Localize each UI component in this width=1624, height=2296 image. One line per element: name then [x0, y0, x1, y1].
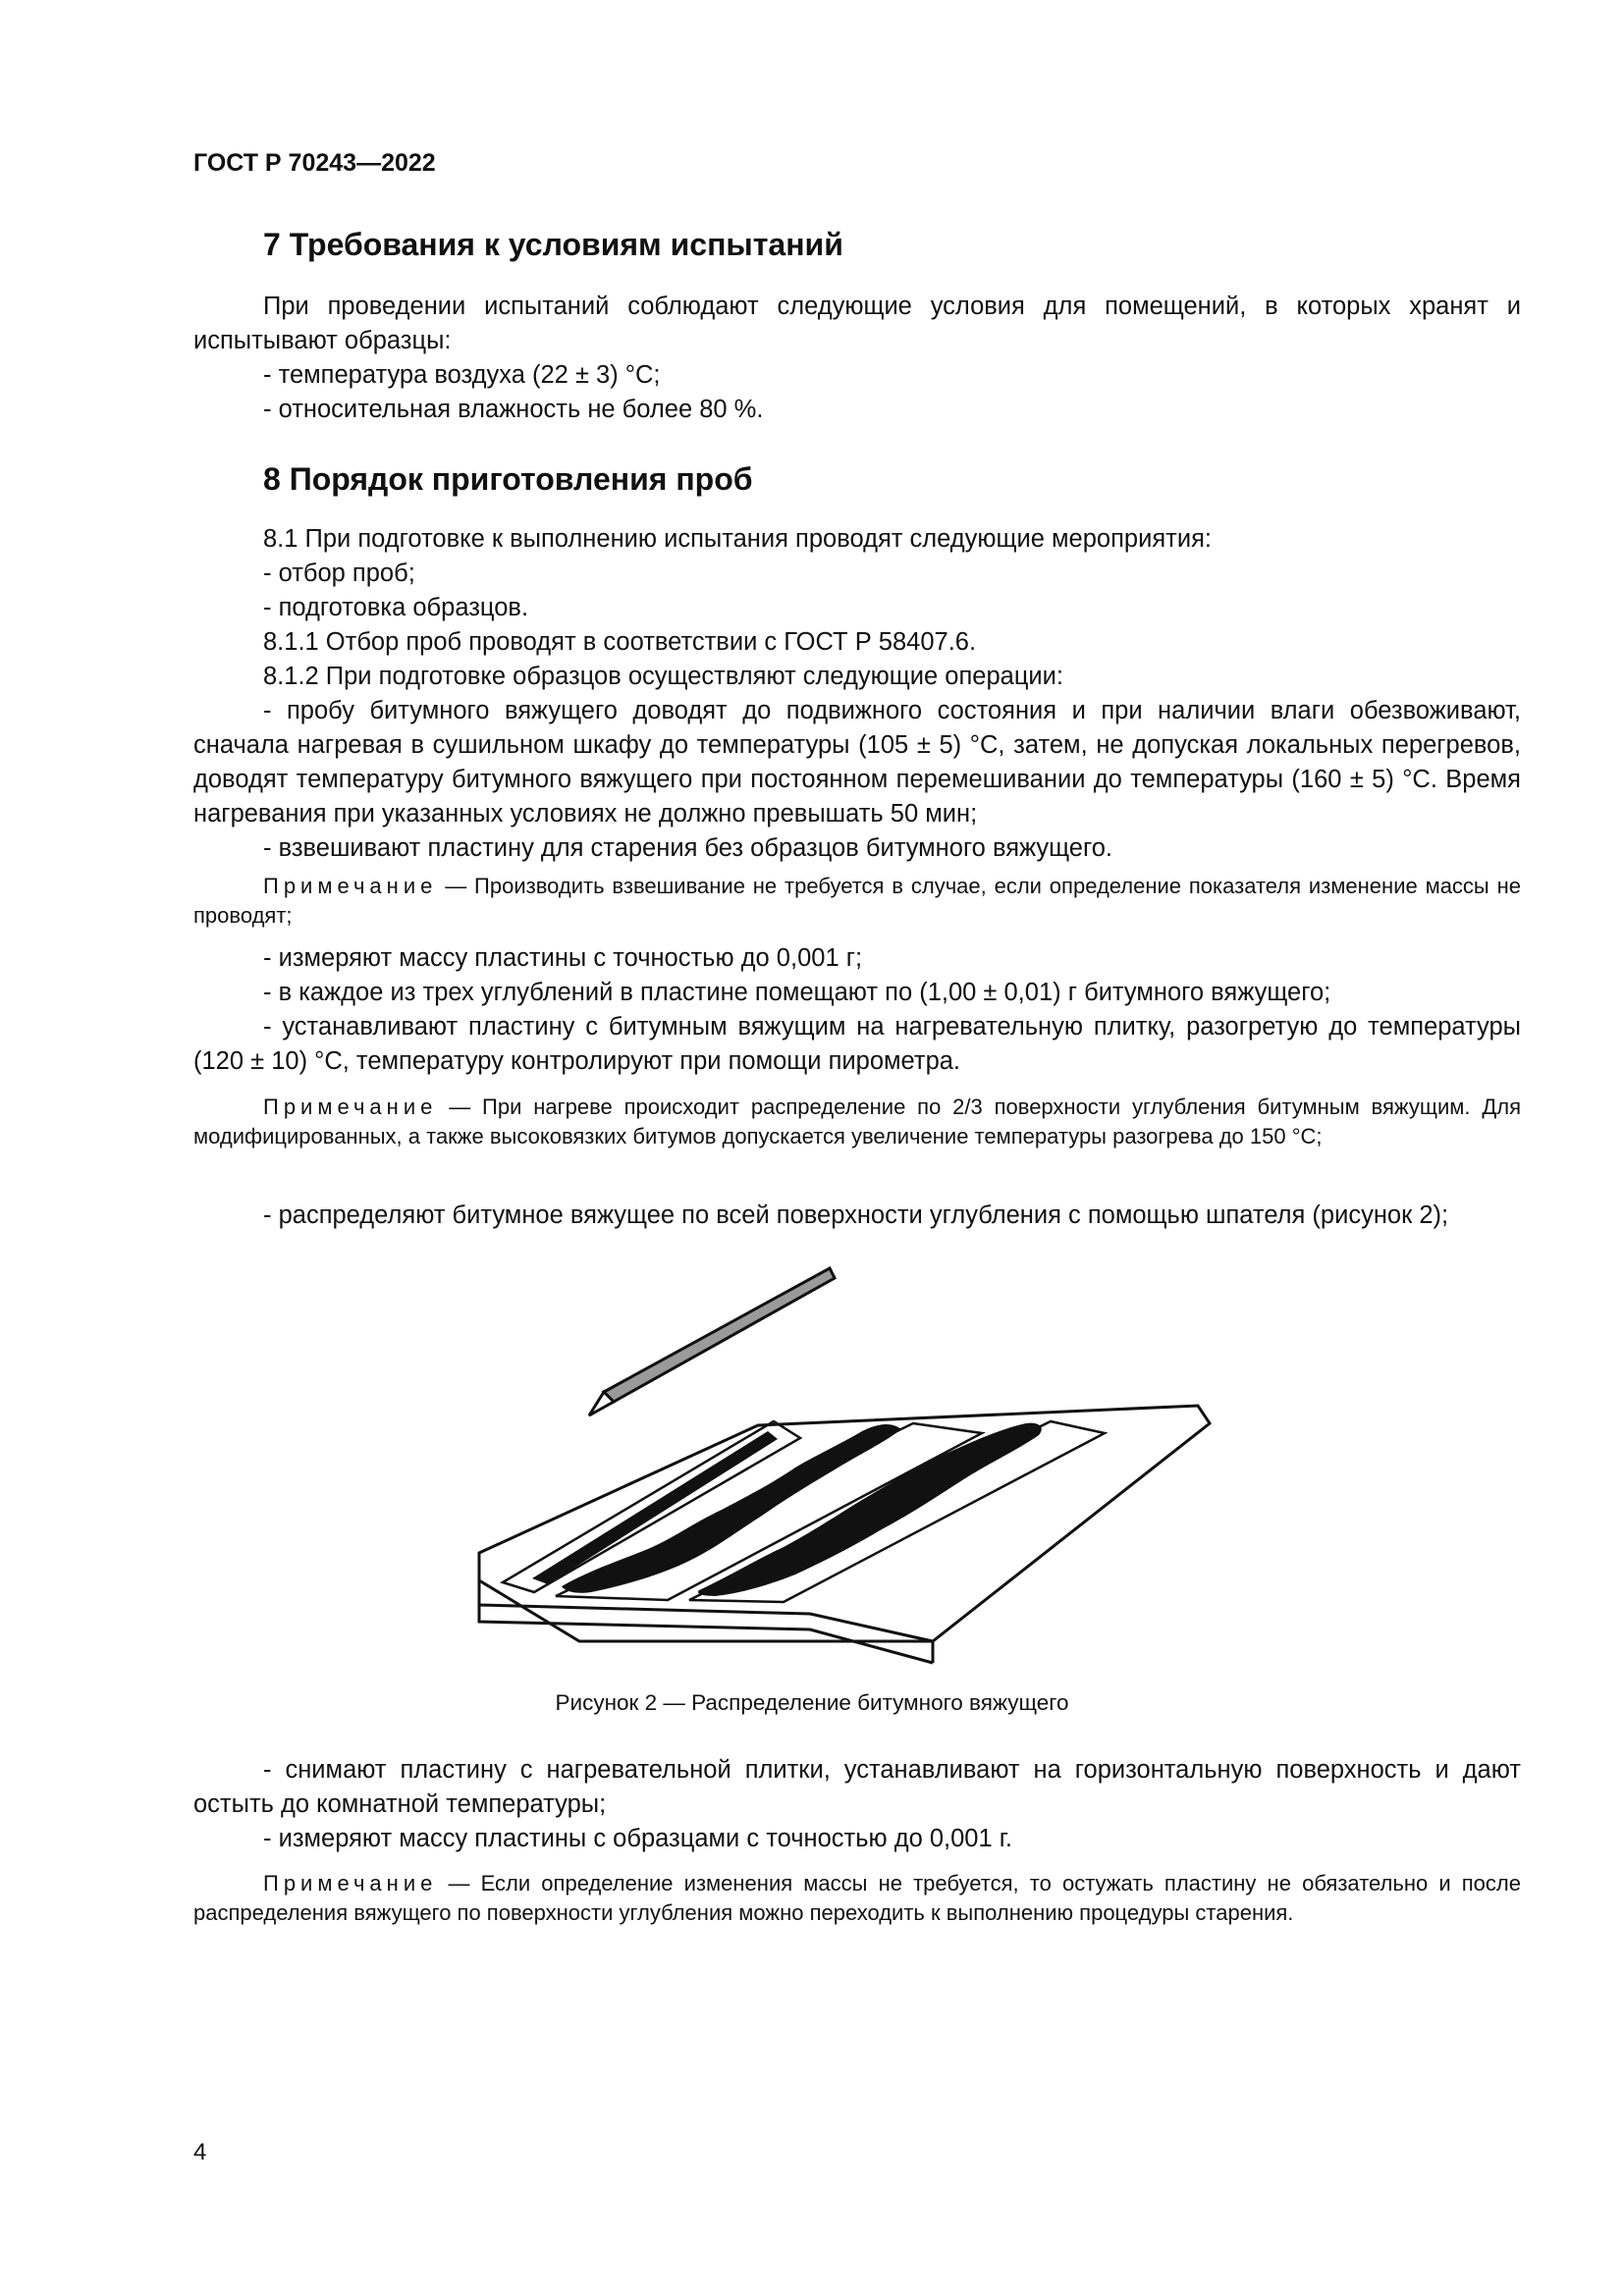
section-8-block-1: [193, 522, 1521, 866]
spatula: [589, 1268, 835, 1415]
figure-caption: Рисунок 2 — Распределение битумного вяжущего: [555, 1690, 1069, 1715]
list-item: - распределяют битумное вяжущее по всей поверхности углубления с помощью шпателя (рисунок 2);: [263, 1201, 1449, 1229]
list-item: - подготовка образцов.: [263, 594, 529, 621]
list-item: - устанавливают пластину с битумным вяжущим на нагревательную плитку, разогретую до температуры (120 ± 10) °С, температуру контролируют при помощи пирометра.: [193, 1013, 1521, 1075]
section-7-body: [193, 290, 1521, 427]
note-3: [193, 1869, 1521, 1928]
note-paragraph: [193, 1093, 1521, 1151]
list-item: - снимают пластину с нагревательной плитки, устанавливают на горизонтальную поверхность и дают остыть до комнатной температуры;: [193, 1756, 1521, 1818]
note-text: — При нагреве происходит распределение по 2/3 поверхности углубления битумным вяжущим. Для модифицированных, а также высоковязких битумов допускается увеличение температуры разогрева до 150 °С;: [193, 1095, 1521, 1148]
note-text: — Производить взвешивание не требуется в случае, если определение показателя изменение массы не проводят;: [193, 874, 1521, 928]
paragraph: 8.1 При подготовке к выполнению испытания проводят следующие мероприятия:: [263, 525, 1212, 553]
section-8-block-4: [193, 1753, 1521, 1856]
list-item: - измеряют массу пластины с точностью до 0,001 г;: [263, 944, 863, 972]
note-text: — Если определение изменения массы не требуется, то остужать пластину не обязательно и после распределения вяжущего по поверхности углубления можно переходить к выполнению процедуры старения.: [193, 1871, 1521, 1925]
section-8-title: 8 Порядок приготовления проб: [263, 461, 753, 497]
list-item: - взвешивают пластину для старения без образцов битумного вяжущего.: [263, 834, 1112, 862]
page-number: 4: [193, 2139, 207, 2165]
document-code: ГОСТ Р 70243—2022: [193, 149, 436, 177]
list-item: - в каждое из трех углублений в пластине помещают по (1,00 ± 0,01) г битумного вяжущего;: [263, 979, 1331, 1006]
list-item: - измеряют массу пластины с образцами с точностью до 0,001 г.: [263, 1825, 1013, 1852]
list-item: - температура воздуха (22 ± 3) °С;: [263, 361, 661, 389]
note-1: [193, 872, 1521, 931]
paragraph: При проведении испытаний соблюдают следующие условия для помещений, в которых хранят и испытывают образцы:: [193, 293, 1521, 354]
spatula-blade: [604, 1268, 835, 1402]
note-2: [193, 1093, 1521, 1151]
note-label: Примечание: [263, 874, 438, 898]
figure-plate-with-spatula: [471, 1266, 1257, 1679]
note-label: Примечание: [263, 1095, 438, 1119]
note-paragraph: [193, 1869, 1521, 1928]
list-item: - отбор проб;: [263, 560, 415, 587]
section-8-block-2: [193, 941, 1521, 1079]
list-item: - относительная влажность не более 80 %.: [263, 396, 764, 423]
list-item: - пробу битумного вяжущего доводят до подвижного состояния и при наличии влаги обезвоживают, сначала нагревая в сушильном шкафу до температуры (105 ± 5) °С, затем, не допуская локальных перегревов, доводят температуру битумного вяжущего при постоянном перемешивании до температуры (160 ± 5) °С. Время нагревания при указанных условиях не должно превышать 50 мин;: [193, 697, 1521, 828]
section-8-block-3: [193, 1199, 1521, 1233]
note-label: Примечание: [263, 1871, 438, 1896]
note-paragraph: [193, 872, 1521, 931]
section-7-title: 7 Требования к условиям испытаний: [263, 227, 843, 262]
paragraph: 8.1.1 Отбор проб проводят в соответствии с ГОСТ Р 58407.6.: [263, 628, 977, 656]
paragraph: 8.1.2 При подготовке образцов осуществляют следующие операции:: [263, 663, 1064, 690]
